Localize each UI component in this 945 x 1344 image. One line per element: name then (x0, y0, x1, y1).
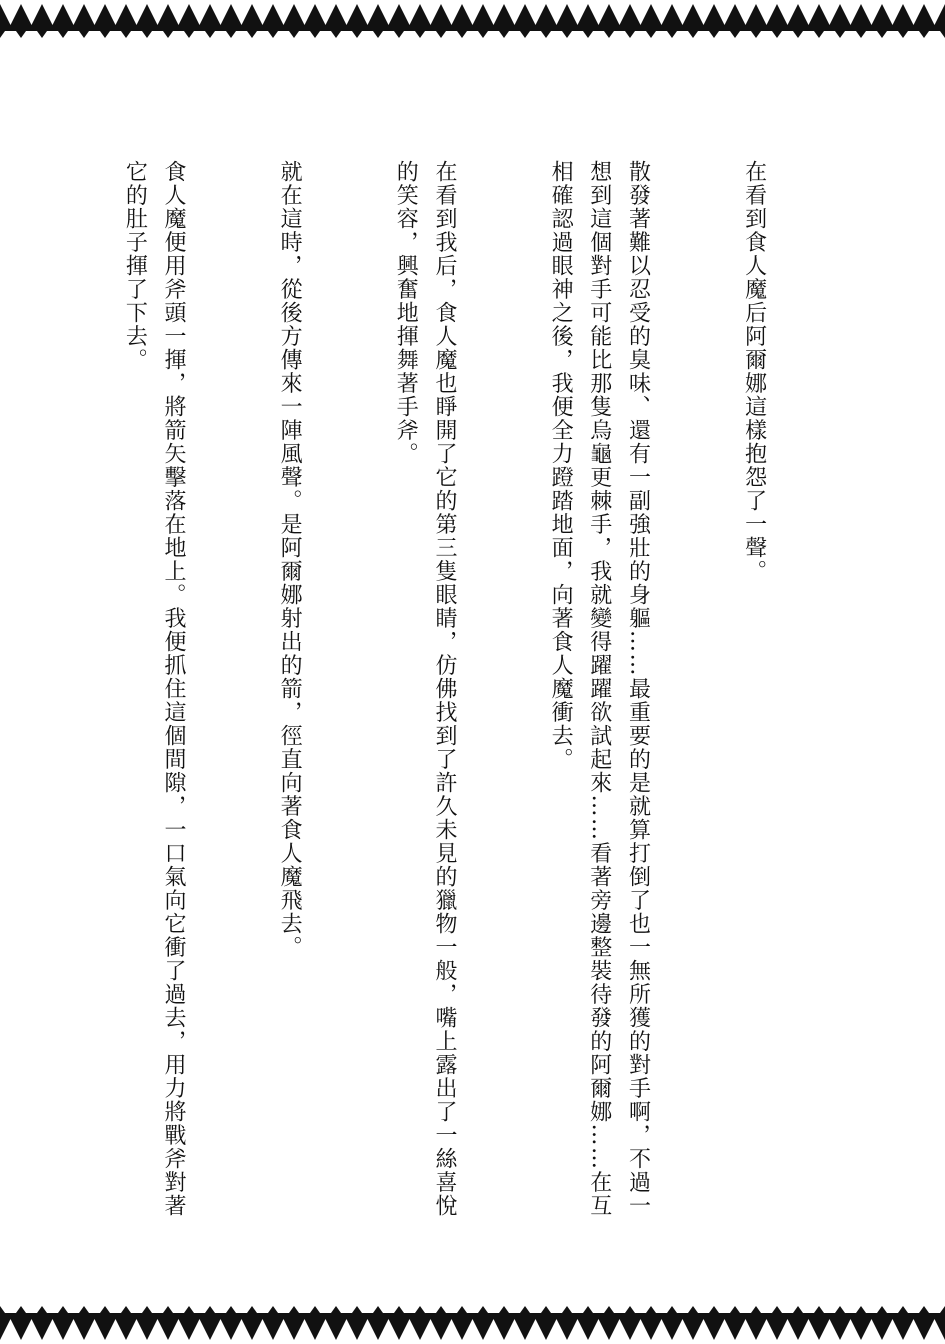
border-small-triangle (16, 1306, 26, 1313)
border-small-triangle (79, 31, 89, 38)
border-large-triangle (788, 4, 809, 25)
border-large-triangle (935, 1319, 945, 1340)
border-large-triangle (74, 4, 95, 25)
border-small-triangle (184, 1306, 194, 1313)
border-small-triangle (37, 31, 47, 38)
border-large-triangle (557, 1319, 578, 1340)
border-large-triangle (515, 1319, 536, 1340)
border-large-triangle (179, 1319, 200, 1340)
border-large-triangle (95, 1319, 116, 1340)
border-large-triangle (431, 1319, 452, 1340)
border-large-triangle (830, 4, 851, 25)
border-small-triangle (163, 1306, 173, 1313)
border-large-triangle (578, 4, 599, 25)
border-small-triangle (121, 1306, 131, 1313)
border-large-triangle (935, 4, 945, 25)
border-small-triangle (814, 31, 824, 38)
border-small-triangle (436, 1306, 446, 1313)
border-large-triangle (263, 1319, 284, 1340)
paragraph-2: 散發著難以忍受的臭味、還有一副強壯的身軀……最重要的是就算打倒了也一無所獲的對手啊，不過一想到這個對手可能比那隻烏龜更棘手，我就變得躍躍欲試起來……看著旁邊整裝待發的阿爾娜……在互相確認過眼神之後，我便全力蹬踏地面，向著食人魔衝去。 (548, 160, 651, 1218)
border-center-strip (0, 25, 945, 31)
border-small-triangle (940, 1306, 945, 1313)
border-large-triangle (158, 4, 179, 25)
border-large-triangle (347, 1319, 368, 1340)
border-large-triangle (452, 4, 473, 25)
border-small-triangle (562, 31, 572, 38)
border-small-triangle (709, 1306, 719, 1313)
border-large-triangle (725, 4, 746, 25)
border-small-triangle (0, 31, 5, 38)
border-small-triangle (751, 31, 761, 38)
border-large-triangle (179, 4, 200, 25)
border-large-triangle (473, 4, 494, 25)
border-large-triangle (242, 4, 263, 25)
border-large-triangle (200, 4, 221, 25)
border-small-triangle (520, 31, 530, 38)
border-small-triangle (331, 31, 341, 38)
border-small-triangle (289, 31, 299, 38)
border-small-triangle (835, 31, 845, 38)
border-small-triangle (142, 1306, 152, 1313)
border-small-triangle (247, 1306, 257, 1313)
border-large-triangle (53, 1319, 74, 1340)
border-large-triangle (851, 4, 872, 25)
border-small-triangle (79, 1306, 89, 1313)
border-small-triangle (604, 1306, 614, 1313)
border-small-triangle (730, 1306, 740, 1313)
border-large-triangle (158, 1319, 179, 1340)
border-small-triangle (688, 31, 698, 38)
border-large-triangle (221, 4, 242, 25)
border-large-triangle (914, 4, 935, 25)
paragraph-3: 在看到我后，食人魔也睜開了它的第三隻眼睛，仿佛找到了許久未見的獵物一般，嘴上露出了一絲喜悅的笑容，興奮地揮舞著手斧。 (393, 160, 457, 1218)
paragraph-5: 食人魔便用斧頭一揮，將箭矢擊落在地上。我便抓住這個間隙，一口氣向它衝了過去，用力將戰斧對著它的肚子揮了下去。 (122, 160, 187, 1218)
border-small-triangle (562, 1306, 572, 1313)
border-large-triangle (389, 1319, 410, 1340)
border-small-triangle (688, 1306, 698, 1313)
border-large-triangle (200, 1319, 221, 1340)
border-large-triangle (53, 4, 74, 25)
border-large-triangle (599, 4, 620, 25)
border-small-triangle (814, 1306, 824, 1313)
border-large-triangle (368, 4, 389, 25)
border-large-triangle (410, 4, 431, 25)
border-large-triangle (389, 4, 410, 25)
border-large-triangle (746, 4, 767, 25)
border-large-triangle (893, 1319, 914, 1340)
border-small-triangle (541, 1306, 551, 1313)
border-small-triangle (205, 31, 215, 38)
border-small-triangle (478, 31, 488, 38)
border-small-triangle (835, 1306, 845, 1313)
border-large-triangle (305, 1319, 326, 1340)
border-small-triangle (541, 31, 551, 38)
border-small-triangle (625, 1306, 635, 1313)
paragraph-1: 在看到食人魔后阿爾娜這樣抱怨了一聲。 (741, 160, 767, 583)
border-small-triangle (856, 31, 866, 38)
border-small-triangle (331, 1306, 341, 1313)
border-large-triangle (494, 1319, 515, 1340)
border-large-triangle (662, 4, 683, 25)
border-large-triangle (116, 4, 137, 25)
border-large-triangle (284, 1319, 305, 1340)
border-small-triangle (478, 1306, 488, 1313)
border-large-triangle (515, 4, 536, 25)
border-small-triangle (226, 31, 236, 38)
border-small-triangle (793, 31, 803, 38)
border-large-triangle (473, 1319, 494, 1340)
border-large-triangle (662, 1319, 683, 1340)
border-small-triangle (58, 31, 68, 38)
border-small-triangle (772, 1306, 782, 1313)
border-small-triangle (436, 31, 446, 38)
border-large-triangle (347, 4, 368, 25)
border-large-triangle (809, 1319, 830, 1340)
border-small-triangle (310, 31, 320, 38)
border-large-triangle (11, 1319, 32, 1340)
border-small-triangle (898, 31, 908, 38)
paragraph-4: 就在這時，從後方傳來一陣風聲。是阿爾娜射出的箭，徑直向著食人魔飛去。 (277, 160, 303, 959)
border-large-triangle (494, 4, 515, 25)
border-large-triangle (620, 4, 641, 25)
border-small-triangle (667, 1306, 677, 1313)
border-small-triangle (919, 31, 929, 38)
border-small-triangle (604, 31, 614, 38)
border-small-triangle (625, 31, 635, 38)
border-small-triangle (394, 31, 404, 38)
border-small-triangle (268, 31, 278, 38)
border-large-triangle (221, 1319, 242, 1340)
border-small-triangle (394, 1306, 404, 1313)
border-large-triangle (767, 1319, 788, 1340)
border-large-triangle (851, 1319, 872, 1340)
border-small-triangle (58, 1306, 68, 1313)
border-large-triangle (830, 1319, 851, 1340)
border-large-triangle (74, 1319, 95, 1340)
border-large-triangle (683, 1319, 704, 1340)
border-small-triangle (457, 1306, 467, 1313)
border-small-triangle (499, 31, 509, 38)
border-large-triangle (305, 4, 326, 25)
border-small-triangle (352, 1306, 362, 1313)
border-large-triangle (536, 1319, 557, 1340)
border-small-triangle (499, 1306, 509, 1313)
top-decorative-border (0, 0, 945, 56)
border-large-triangle (137, 4, 158, 25)
border-large-triangle (242, 1319, 263, 1340)
border-large-triangle (116, 1319, 137, 1340)
border-small-triangle (457, 31, 467, 38)
border-small-triangle (730, 31, 740, 38)
border-center-strip (0, 1313, 945, 1319)
border-large-triangle (620, 1319, 641, 1340)
border-small-triangle (751, 1306, 761, 1313)
border-large-triangle (872, 1319, 893, 1340)
border-small-triangle (100, 31, 110, 38)
border-large-triangle (746, 1319, 767, 1340)
border-large-triangle (683, 4, 704, 25)
border-large-triangle (767, 4, 788, 25)
border-small-triangle (877, 31, 887, 38)
border-large-triangle (32, 4, 53, 25)
border-large-triangle (788, 1319, 809, 1340)
border-large-triangle (431, 4, 452, 25)
border-large-triangle (809, 4, 830, 25)
border-small-triangle (793, 1306, 803, 1313)
border-small-triangle (0, 1306, 5, 1313)
border-large-triangle (263, 4, 284, 25)
border-small-triangle (877, 1306, 887, 1313)
border-small-triangle (940, 31, 945, 38)
border-small-triangle (268, 1306, 278, 1313)
border-small-triangle (184, 31, 194, 38)
border-small-triangle (373, 31, 383, 38)
border-large-triangle (32, 1319, 53, 1340)
border-small-triangle (856, 1306, 866, 1313)
border-large-triangle (410, 1319, 431, 1340)
border-small-triangle (373, 1306, 383, 1313)
border-large-triangle (284, 4, 305, 25)
border-large-triangle (704, 4, 725, 25)
border-large-triangle (599, 1319, 620, 1340)
border-small-triangle (142, 31, 152, 38)
border-large-triangle (368, 1319, 389, 1340)
border-small-triangle (898, 1306, 908, 1313)
border-large-triangle (578, 1319, 599, 1340)
border-small-triangle (583, 31, 593, 38)
border-small-triangle (100, 1306, 110, 1313)
border-small-triangle (772, 31, 782, 38)
border-large-triangle (914, 1319, 935, 1340)
border-large-triangle (641, 1319, 662, 1340)
border-small-triangle (709, 31, 719, 38)
border-small-triangle (646, 1306, 656, 1313)
border-small-triangle (205, 1306, 215, 1313)
border-small-triangle (646, 31, 656, 38)
border-small-triangle (583, 1306, 593, 1313)
border-large-triangle (557, 4, 578, 25)
border-small-triangle (226, 1306, 236, 1313)
border-large-triangle (137, 1319, 158, 1340)
border-small-triangle (37, 1306, 47, 1313)
border-small-triangle (520, 1306, 530, 1313)
border-large-triangle (11, 4, 32, 25)
border-small-triangle (415, 1306, 425, 1313)
border-small-triangle (16, 31, 26, 38)
border-large-triangle (893, 4, 914, 25)
border-large-triangle (704, 1319, 725, 1340)
border-large-triangle (536, 4, 557, 25)
border-small-triangle (310, 1306, 320, 1313)
border-large-triangle (641, 4, 662, 25)
border-small-triangle (121, 31, 131, 38)
border-small-triangle (247, 31, 257, 38)
border-small-triangle (667, 31, 677, 38)
border-small-triangle (163, 31, 173, 38)
border-large-triangle (326, 1319, 347, 1340)
border-small-triangle (289, 1306, 299, 1313)
border-small-triangle (919, 1306, 929, 1313)
border-large-triangle (725, 1319, 746, 1340)
border-small-triangle (415, 31, 425, 38)
border-small-triangle (352, 31, 362, 38)
border-large-triangle (0, 1319, 11, 1340)
vertical-text-column-block (80, 160, 850, 1230)
border-large-triangle (326, 4, 347, 25)
border-large-triangle (872, 4, 893, 25)
border-large-triangle (452, 1319, 473, 1340)
border-large-triangle (0, 4, 11, 25)
border-large-triangle (95, 4, 116, 25)
bottom-decorative-border (0, 1288, 945, 1344)
